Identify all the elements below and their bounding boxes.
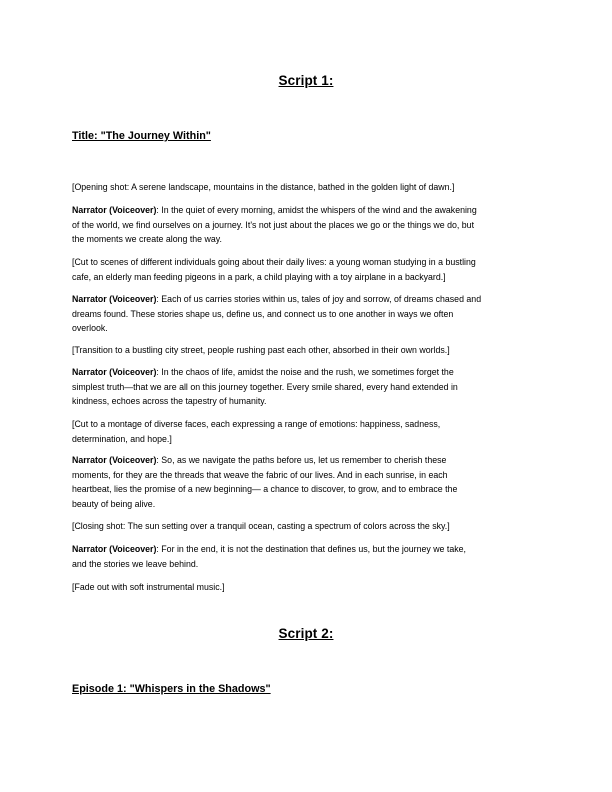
narration-block: [72, 542, 540, 571]
text-line: beauty of being alive.: [72, 499, 156, 510]
text-line: determination, and hope.]: [72, 433, 172, 444]
text-line: moments, for they are the threads that weave the fabric of our lives. And in each sunrise, in each: [72, 469, 448, 480]
text-line: cafe, an elderly man feeding pigeons in a park, a child playing with a toy airplane in a backyard.]: [72, 271, 446, 282]
text-line: [72, 203, 540, 218]
text-line: [72, 365, 540, 380]
text-line: overlook.: [72, 323, 108, 334]
text-line: kindness, echoes across the tapestry of humanity.: [72, 396, 267, 407]
text-line: simplest truth—that we are all on this journey together. Every smile shared, every hand extended in: [72, 381, 458, 392]
text-line: [Cut to scenes of different individuals going about their daily lives: a young woman studying in a bustling: [72, 257, 476, 267]
text-line: [72, 292, 540, 307]
narration-block: [72, 203, 540, 247]
speaker-label: Narrator (Voiceover): [72, 205, 157, 215]
stage-direction: [72, 417, 540, 446]
stage-direction: [72, 519, 540, 534]
speaker-label: Narrator (Voiceover): [72, 294, 157, 304]
text-line: of the world, we find ourselves on a journey. It's not just about the places we go or the things we do, but: [72, 219, 475, 230]
text-line: [Closing shot: The sun setting over a tranquil ocean, casting a spectrum of colors across the sky.]: [72, 521, 450, 531]
dialogue-text: : In the chaos of life, amidst the noise and the rush, we sometimes forget the: [156, 367, 454, 377]
stage-direction: [72, 580, 540, 595]
stage-direction: [72, 180, 540, 195]
script-1-heading: Script 1:: [278, 73, 334, 88]
text-line: the moments we create along the way.: [72, 234, 222, 245]
speaker-label: Narrator (Voiceover): [72, 367, 157, 377]
text-line: and the stories we leave behind.: [72, 558, 199, 569]
narration-block: [72, 453, 540, 512]
narration-block: [72, 292, 540, 336]
narration-block: [72, 365, 540, 409]
text-line: [Cut to a montage of diverse faces, each expressing a range of emotions: happiness, sadness,: [72, 419, 441, 429]
stage-direction: [72, 343, 540, 358]
dialogue-text: : For in the end, it is not the destination that defines us, but the journey we take,: [156, 544, 466, 554]
dialogue-text: : So, as we navigate the paths before us, let us remember to cherish these: [156, 455, 447, 465]
text-line: [Transition to a bustling city street, people rushing past each other, absorbed in their own worlds.]: [72, 345, 450, 355]
dialogue-text: : In the quiet of every morning, amidst the whispers of the wind and the awakening: [156, 205, 477, 215]
text-line: [72, 453, 540, 468]
stage-direction: [72, 255, 540, 284]
script-2-title: Episode 1: "Whispers in the Shadows": [72, 683, 271, 695]
script-1-title: Title: "The Journey Within": [72, 130, 211, 142]
text-line: [Fade out with soft instrumental music.]: [72, 582, 225, 592]
dialogue-text: : Each of us carries stories within us, tales of joy and sorrow, of dreams chased and: [156, 294, 482, 304]
speaker-label: Narrator (Voiceover): [72, 455, 157, 465]
text-line: [72, 542, 540, 557]
text-line: [Opening shot: A serene landscape, mountains in the distance, bathed in the golden light of dawn.]: [72, 182, 455, 192]
text-line: heartbeat, lies the promise of a new beginning— a chance to discover, to grow, and to embrace the: [72, 484, 458, 495]
text-line: dreams found. These stories shape us, define us, and connect us to one another in ways we often: [72, 308, 454, 319]
script-2-heading: Script 2:: [278, 626, 334, 641]
speaker-label: Narrator (Voiceover): [72, 544, 157, 554]
